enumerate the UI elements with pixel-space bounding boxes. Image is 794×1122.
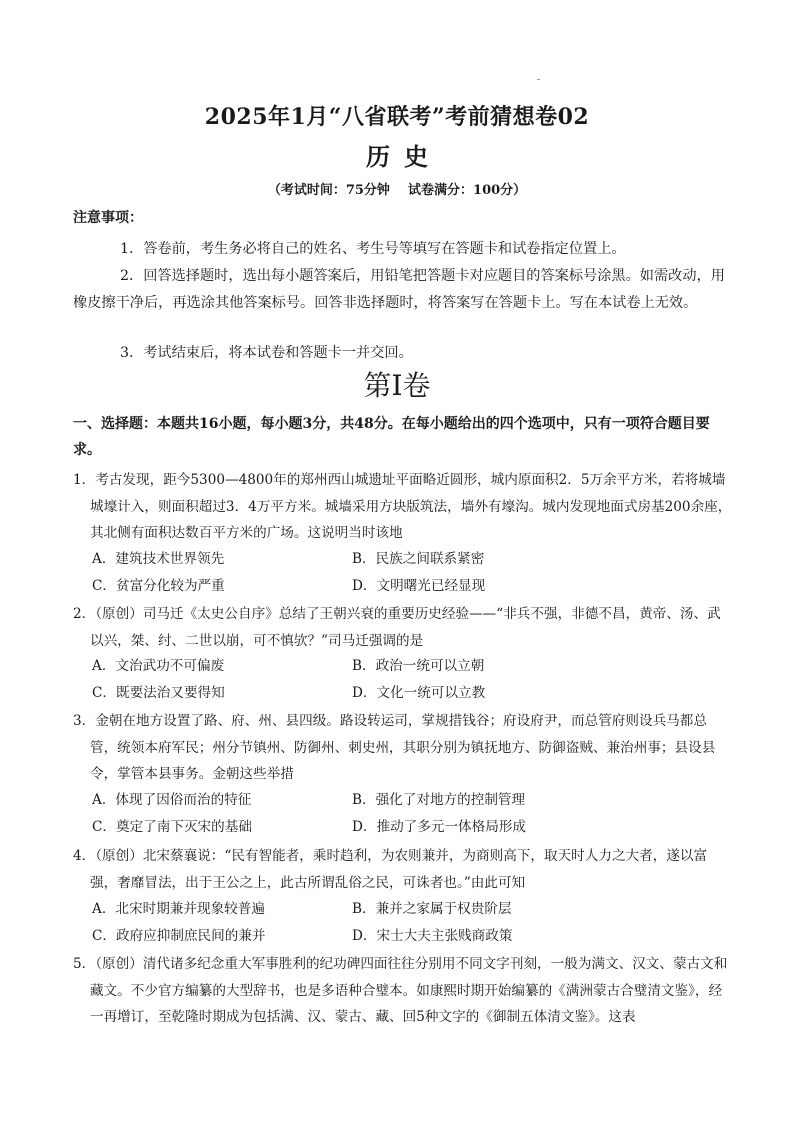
notice-heading: 注意事项：	[73, 210, 143, 226]
option-d: D．文化一统可以立教	[352, 685, 486, 701]
option-c: C．贫富分化较为严重	[92, 578, 225, 594]
notice-item-1: 1．答卷前，考生务必将自己的姓名、考生号等填写在答题卡和试卷指定位置上。	[120, 241, 626, 257]
option-b: B．政治一统可以立朝	[352, 658, 485, 674]
option-c: C．既要法治又要得知	[92, 685, 225, 701]
part-one-instructions: 一、选择题：本题共16小题，每小题3分，共48分。在每小题给出的四个选项中，只有一项符合题目要求。	[73, 416, 710, 458]
option-d: D．推动了多元一体格局形成	[352, 819, 527, 835]
option-d: D．宋士大夫主张贱商政策	[352, 928, 513, 944]
option-d: D．文明曙光已经显现	[352, 578, 486, 594]
exam-title: 2025年1月“八省联考”考前猜想卷02	[204, 104, 590, 130]
notice-item-3: 3．考试结束后，将本试卷和答题卡一并交回。	[120, 345, 413, 361]
section-title: 第Ⅰ卷	[363, 369, 431, 402]
exam-time-and-score: （考试时间：75分钟 试卷满分：100分）	[267, 183, 527, 198]
option-a: A．体现了因俗而治的特征	[92, 792, 252, 808]
question-stem: 1．考古发现，距今5300—4800年的郑州西山城遗址平面略近圆形，城内原面积2．5万余平方米，若将城墙城壕计入，则面积超过3．4万平方米。城墙采用方块版筑法，墙外有壕沟。城内发现地面式房基200余座，其北侧有面积达数百平方米的广场。这说明当时该地	[73, 472, 732, 541]
option-a: A．北宋时期兼并现象较普遍	[92, 901, 265, 917]
question-stem: 4．（原创）北宋蔡襄说：“民有智能者，乘时趋利，为农则兼并，为商则高下，取天时人力之大者，遂以富强，奢靡冒法，出于王公之上，此古所谓乱俗之民，可诛者也。”由此可知	[73, 848, 708, 891]
scan-mark	[537, 79, 540, 80]
notice-item-2: 2．回答选择题时，选出每小题答案后，用铅笔把答题卡对应题目的答案标号涂黑。如需改动，用橡皮擦干净后，再选涂其他答案标号。回答非选择题时，将答案写在答题卡上。写在本试卷上无效。	[73, 268, 725, 311]
question-4	[73, 843, 733, 896]
subject-title: 历史	[366, 142, 442, 171]
question-3	[73, 708, 733, 788]
question-1	[73, 467, 733, 547]
option-b: B．民族之间联系紧密	[352, 551, 485, 567]
question-stem: 2．（原创）司马迁《太史公自序》总结了王朝兴衰的重要历史经验——“非兵不强，非德不昌，黄帝、汤、武以兴，桀、纣、二世以崩，可不慎欤？”司马迁强调的是	[73, 606, 721, 649]
option-b: B．强化了对地方的控制管理	[352, 792, 526, 808]
question-stem: 3．金朝在地方设置了路、府、州、县四级。路设转运司，掌规措钱谷；府设府尹，而总管府则设兵马都总管，统领本府军民；州分节镇州、防御州、刺史州，其职分别为镇抚地方、防御盗贼、兼治州事；县设县令，掌管本县事务。金朝这些举措	[73, 713, 716, 782]
option-c: C．奠定了南下灭宋的基础	[92, 819, 252, 835]
option-c: C．政府应抑制庶民间的兼并	[92, 928, 266, 944]
option-a: A．建筑技术世界领先	[92, 551, 225, 567]
question-2	[73, 601, 733, 654]
question-stem: 5．（原创）清代诸多纪念重大军事胜利的纪功碑四面往往分别用不同文字刊刻，一般为满文、汉文、蒙古文和藏文。不少官方编纂的大型辞书，也是多语种合璧本。如康熙时期开始编纂的《满洲蒙古合璧清文鉴》，经一再增订，至乾隆时期成为包括满、汉、蒙古、藏、回5种文字的《御制五体清文鉴》。这表	[73, 956, 728, 1025]
option-b: B．兼并之家属于权贵阶层	[352, 901, 512, 917]
question-5	[73, 951, 733, 1031]
option-a: A．文治武功不可偏废	[92, 658, 225, 674]
